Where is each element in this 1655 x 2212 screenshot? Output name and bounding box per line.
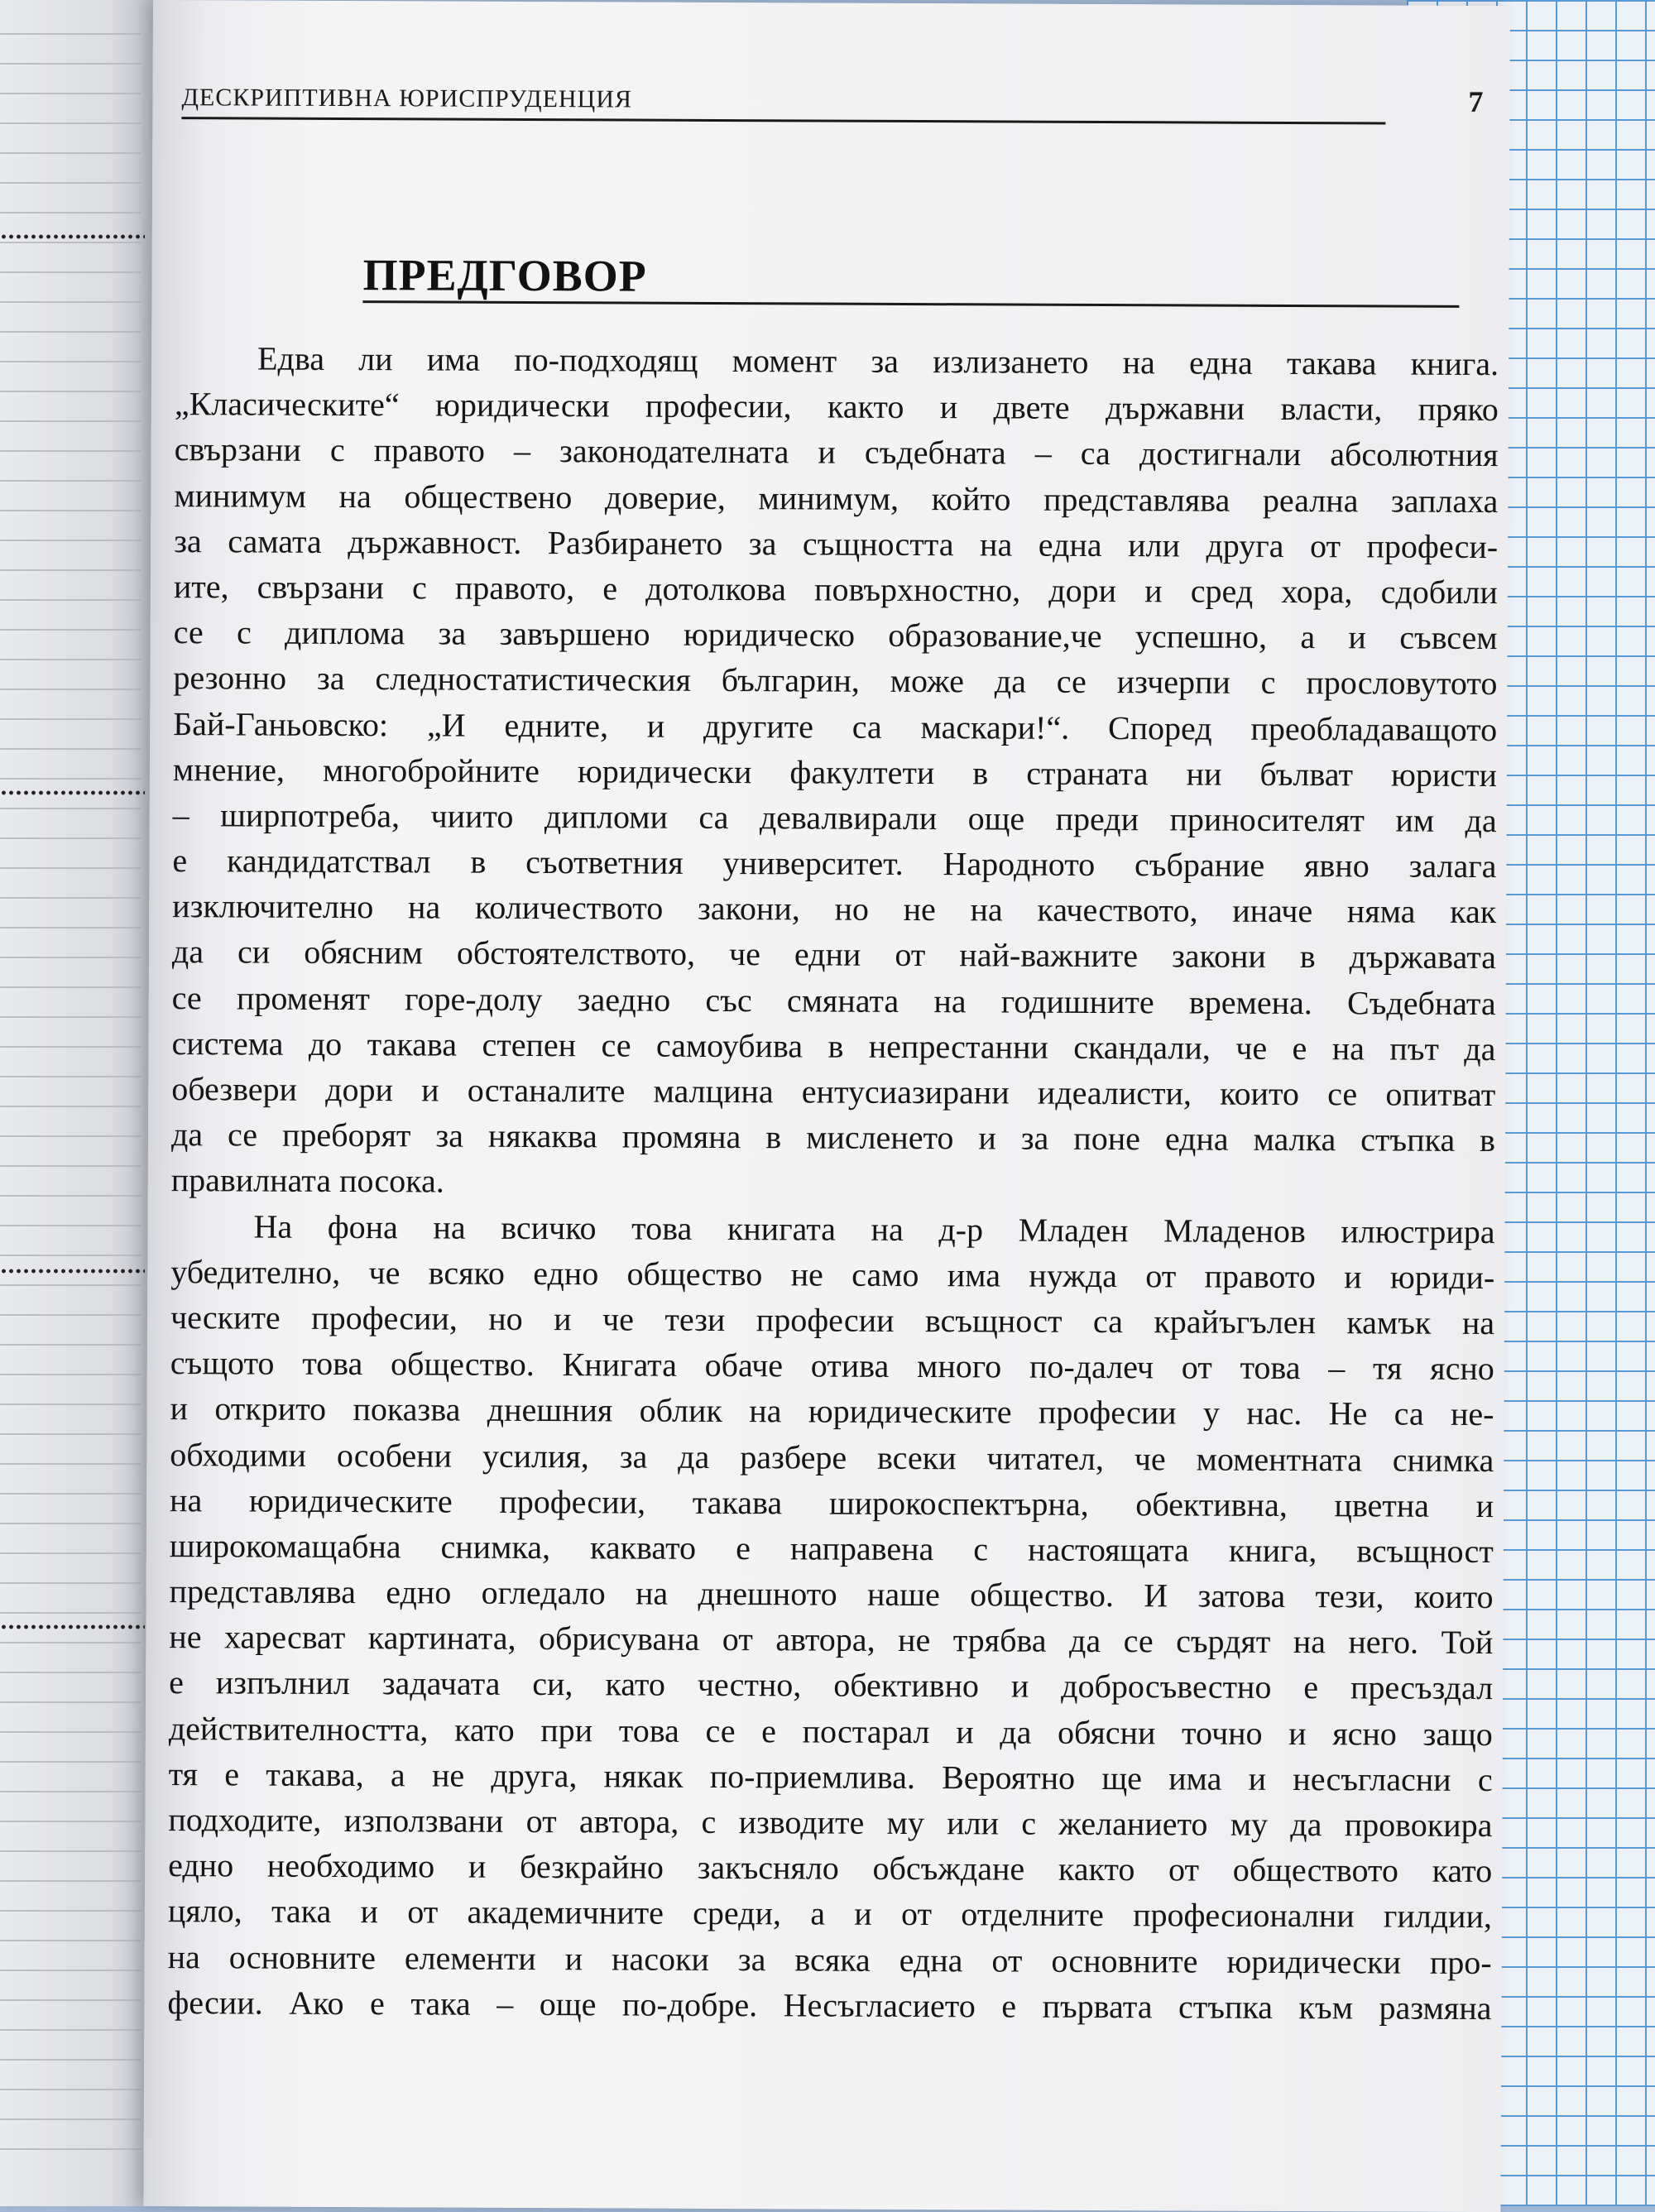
facing-page-text-lines	[0, 33, 141, 2168]
book-page	[143, 0, 1510, 2212]
text-line: На фона на всичко това книгата на д-р Младен Младенов илюстрира	[253, 1207, 1495, 1250]
running-head-rule	[181, 117, 1385, 124]
text-line: свързани с правото – законодателната и съдебната – са достигнали абсолютния	[174, 430, 1499, 474]
text-line: обезвери дори и останалите малцина ентусиазирани идеалисти, които се опитват	[171, 1070, 1496, 1114]
text-line: на юридическите професии, такава широкоспектърна, обективна, цветна и	[169, 1480, 1494, 1524]
text-line: и открито показва днешния облик на юридическите професии у нас. Не са не-	[170, 1389, 1494, 1433]
chapter-title-rule	[362, 300, 1459, 308]
text-line: за самата държавност. Разбирането за същността на една или друга от професи-	[174, 521, 1499, 565]
chapter-title: ПРЕДГОВОР	[362, 250, 647, 301]
dotted-rule	[0, 1624, 145, 1629]
text-line: едно необходимо и безкрайно закъсняло обсъждане както от обществото като	[168, 1846, 1493, 1890]
running-head	[181, 79, 1484, 126]
dotted-rule	[0, 234, 145, 239]
text-line: правилната посока.	[170, 1161, 444, 1200]
text-line: да се преборят за някаква промяна в мисленето и за поне една малка стъпка в	[170, 1116, 1496, 1159]
text-line: се променят горе-долу заедно със смяната на годишните времена. Съдебната	[171, 978, 1496, 1022]
text-line: да си обясним обстоятелството, че едни от най-важните закони в държавата	[171, 933, 1497, 976]
text-line: Едва ли има по-подходящ момент за излизането на една такава книга.	[257, 339, 1499, 383]
text-line: същото това общество. Книгата обаче отива много по-далеч от това – тя ясно	[170, 1344, 1494, 1388]
body-text	[167, 335, 1499, 2031]
text-line: е изпълнил задачата си, като честно, обективно и добросъвестно е пресъздал	[169, 1663, 1494, 1707]
text-line: ческите професии, но и че тези професии всъщност са крайъгълен камък на	[170, 1298, 1495, 1342]
paragraph-2	[167, 1203, 1494, 2031]
text-line: „Класическите“ юридически професии, както и двете държавни власти, пряко	[174, 385, 1499, 429]
text-line: убедително, че всяко едно общество не само има нужда от правото и юриди-	[170, 1252, 1495, 1296]
text-line: резонно за следностатистическия българин, може да се изчерпи с прословутото	[173, 659, 1498, 703]
dotted-rule	[0, 1269, 145, 1274]
text-line: обходими особени усилия, за да разбере всеки читател, че моментната снимка	[170, 1435, 1494, 1479]
facing-page-edge	[0, 0, 157, 2206]
text-line: на основните елементи и насоки за всяка една от основните юридически про-	[167, 1937, 1492, 1981]
text-line: минимум на обществено доверие, минимум, който представлява реална заплаха	[174, 476, 1499, 520]
text-line: подходите, използвани от автора, с изводите му или с желанието му да провокира	[168, 1801, 1493, 1845]
dotted-rule	[0, 790, 145, 795]
text-line: система до такава степен се самоубива в непрестанни скандали, че е на път да	[171, 1024, 1496, 1068]
text-line: широкомащабна снимка, каквато е направена с настоящата книга, всъщност	[169, 1526, 1494, 1570]
text-line: – ширпотреба, чиито дипломи са девалвирали още преди приносителят им да	[172, 795, 1497, 839]
text-line: Бай-Ганьовско: „И едните, и другите са маскари!“. Според преобладаващото	[173, 704, 1498, 748]
text-line: ите, свързани с правото, е дотолкова повърхностно, дори и сред хора, сдобили	[173, 568, 1498, 612]
text-line: представлява едно огледало на днешното наше общество. И затова тези, които	[169, 1572, 1494, 1616]
running-title: ДЕСКРИПТИВНА ЮРИСПРУДЕНЦИЯ	[181, 84, 633, 113]
text-line: не харесват картината, обрисувана от автора, не трябва да се сърдят на него. Той	[169, 1618, 1494, 1662]
text-line: е кандидатствал в съответния университет. Народното събрание явно залага	[172, 842, 1497, 885]
text-line: се с диплома за завършено юридическо образование,че успешно, а и съвсем	[173, 613, 1498, 657]
text-line: мнение, многобройните юридически факултети в страната ни бълват юристи	[172, 750, 1498, 794]
text-line: цяло, така и от академичните среди, а и от отделните професионални гилдии,	[167, 1892, 1493, 1936]
text-line: фесии. Ако е така – още по-добре. Несъгласието е първата стъпка към размяна	[167, 1983, 1492, 2027]
page-number: 7	[1468, 84, 1484, 119]
text-line: изключително на количеството закони, но не на качеството, иначе няма как	[172, 887, 1497, 931]
text-line: тя е такава, а не друга, някак по-приемлива. Вероятно ще има и несъгласни с	[168, 1754, 1493, 1798]
paragraph-1	[171, 335, 1499, 1209]
text-line: действителността, като при това се е постарал и да обясни точно и ясно защо	[168, 1709, 1493, 1753]
